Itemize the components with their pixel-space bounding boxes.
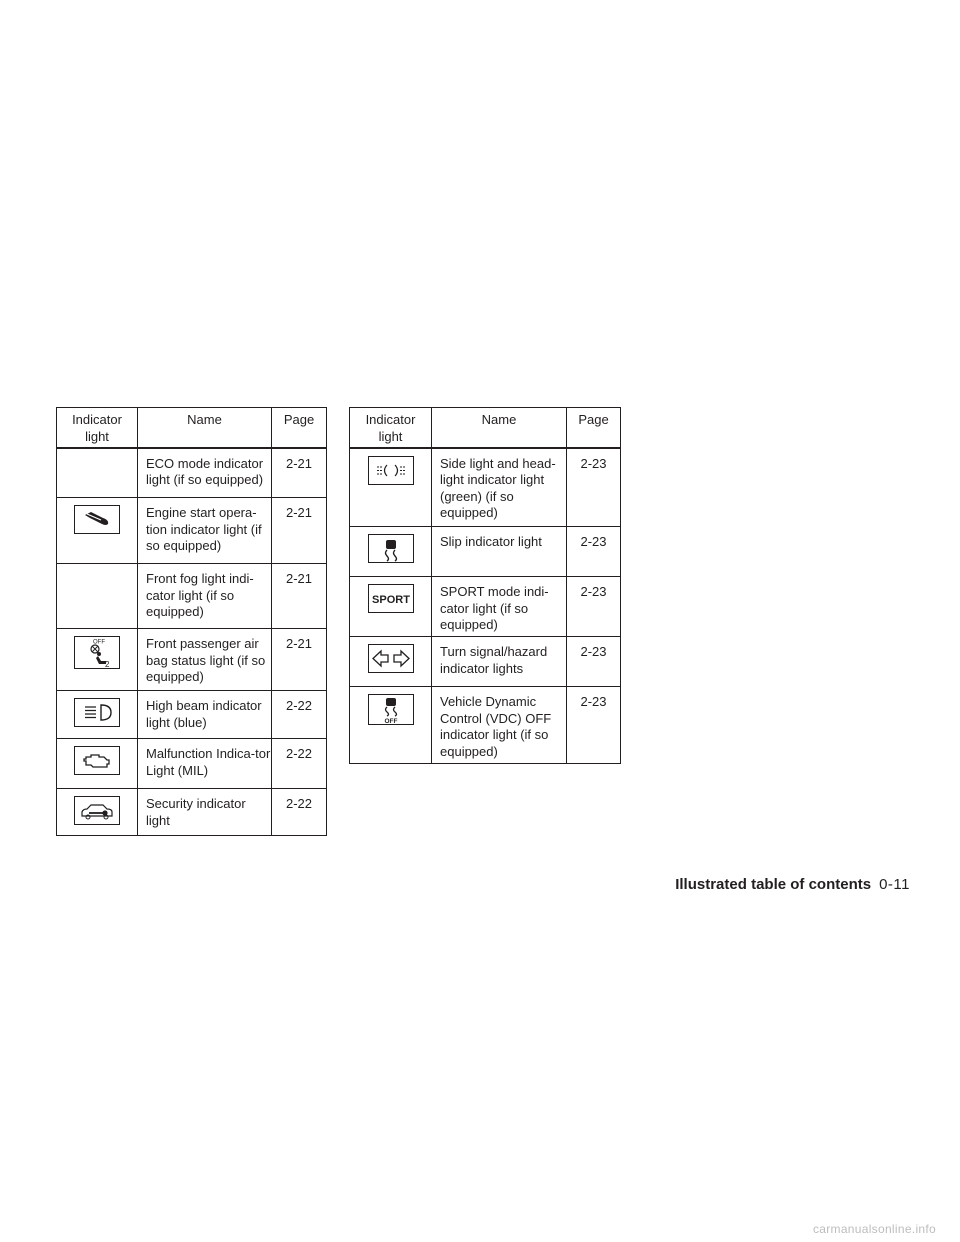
table-row xyxy=(350,637,621,687)
svg-text:2: 2 xyxy=(105,660,110,668)
table-row xyxy=(57,448,327,498)
table-row xyxy=(350,577,621,637)
header-indicator-light: Indicator light xyxy=(57,408,138,448)
passenger-airbag-off-icon xyxy=(74,636,120,669)
table-row xyxy=(57,564,327,629)
table-row xyxy=(57,498,327,564)
row-name: SPORT mode indi-cator light (if so equipped) xyxy=(432,577,567,637)
row-name: ECO mode indicator light (if so equipped) xyxy=(138,448,272,498)
page-footer xyxy=(675,876,910,893)
svg-text:OFF: OFF xyxy=(384,718,397,724)
row-page: 2-21 xyxy=(272,629,327,691)
row-name: Security indicator light xyxy=(138,789,272,836)
header-page: Page xyxy=(567,408,621,448)
row-name: Front fog light indi-cator light (if so equipped) xyxy=(138,564,272,629)
svg-text:SPORT: SPORT xyxy=(371,594,410,606)
turn-signal-icon xyxy=(368,644,414,673)
icon-cell-empty xyxy=(57,564,138,629)
row-name: Front passenger air bag status light (if so equipped) xyxy=(138,629,272,691)
table-row xyxy=(57,739,327,789)
slip-icon xyxy=(368,534,414,563)
table-row xyxy=(57,629,327,691)
row-page: 2-23 xyxy=(567,637,621,687)
footer-section-title: Illustrated table of contents xyxy=(675,876,872,893)
row-name: Side light and head-light indicator light (green) (if so equipped) xyxy=(432,448,567,527)
indicator-table-left xyxy=(56,407,327,836)
row-page: 2-23 xyxy=(567,448,621,527)
vdc-off-icon xyxy=(368,694,414,725)
high-beam-icon xyxy=(74,698,120,727)
row-page: 2-22 xyxy=(272,691,327,739)
row-name: Engine start opera-tion indicator light (if so equipped) xyxy=(138,498,272,564)
svg-text:OFF: OFF xyxy=(93,639,105,646)
row-page: 2-22 xyxy=(272,739,327,789)
row-page: 2-21 xyxy=(272,498,327,564)
row-name: Malfunction Indica-tor Light (MIL) xyxy=(138,739,272,789)
header-page: Page xyxy=(272,408,327,448)
side-light-headlight-icon xyxy=(368,456,414,485)
header-name: Name xyxy=(432,408,567,448)
row-name: High beam indicator light (blue) xyxy=(138,691,272,739)
security-car-key-icon xyxy=(74,796,120,825)
row-name: Turn signal/hazard indicator lights xyxy=(432,637,567,687)
footer-page-number: 0-11 xyxy=(879,876,910,893)
table-row xyxy=(57,789,327,836)
header-indicator-light: Indicator light xyxy=(350,408,432,448)
indicator-table-right xyxy=(349,407,621,764)
row-name: Slip indicator light xyxy=(432,527,567,577)
row-page: 2-22 xyxy=(272,789,327,836)
icon-cell-empty xyxy=(57,448,138,498)
engine-start-icon xyxy=(74,505,120,534)
sport-mode-icon xyxy=(368,584,414,613)
table-row xyxy=(57,691,327,739)
row-page: 2-23 xyxy=(567,577,621,637)
row-page: 2-23 xyxy=(567,527,621,577)
table-row xyxy=(350,448,621,527)
watermark: carmanualsonline.info xyxy=(812,1222,936,1236)
table-row xyxy=(350,687,621,764)
engine-malfunction-icon xyxy=(74,746,120,775)
header-name: Name xyxy=(138,408,272,448)
row-page: 2-21 xyxy=(272,564,327,629)
row-name: Vehicle Dynamic Control (VDC) OFF indicator light (if so equipped) xyxy=(432,687,567,764)
table-row xyxy=(350,527,621,577)
row-page: 2-21 xyxy=(272,448,327,498)
row-page: 2-23 xyxy=(567,687,621,764)
